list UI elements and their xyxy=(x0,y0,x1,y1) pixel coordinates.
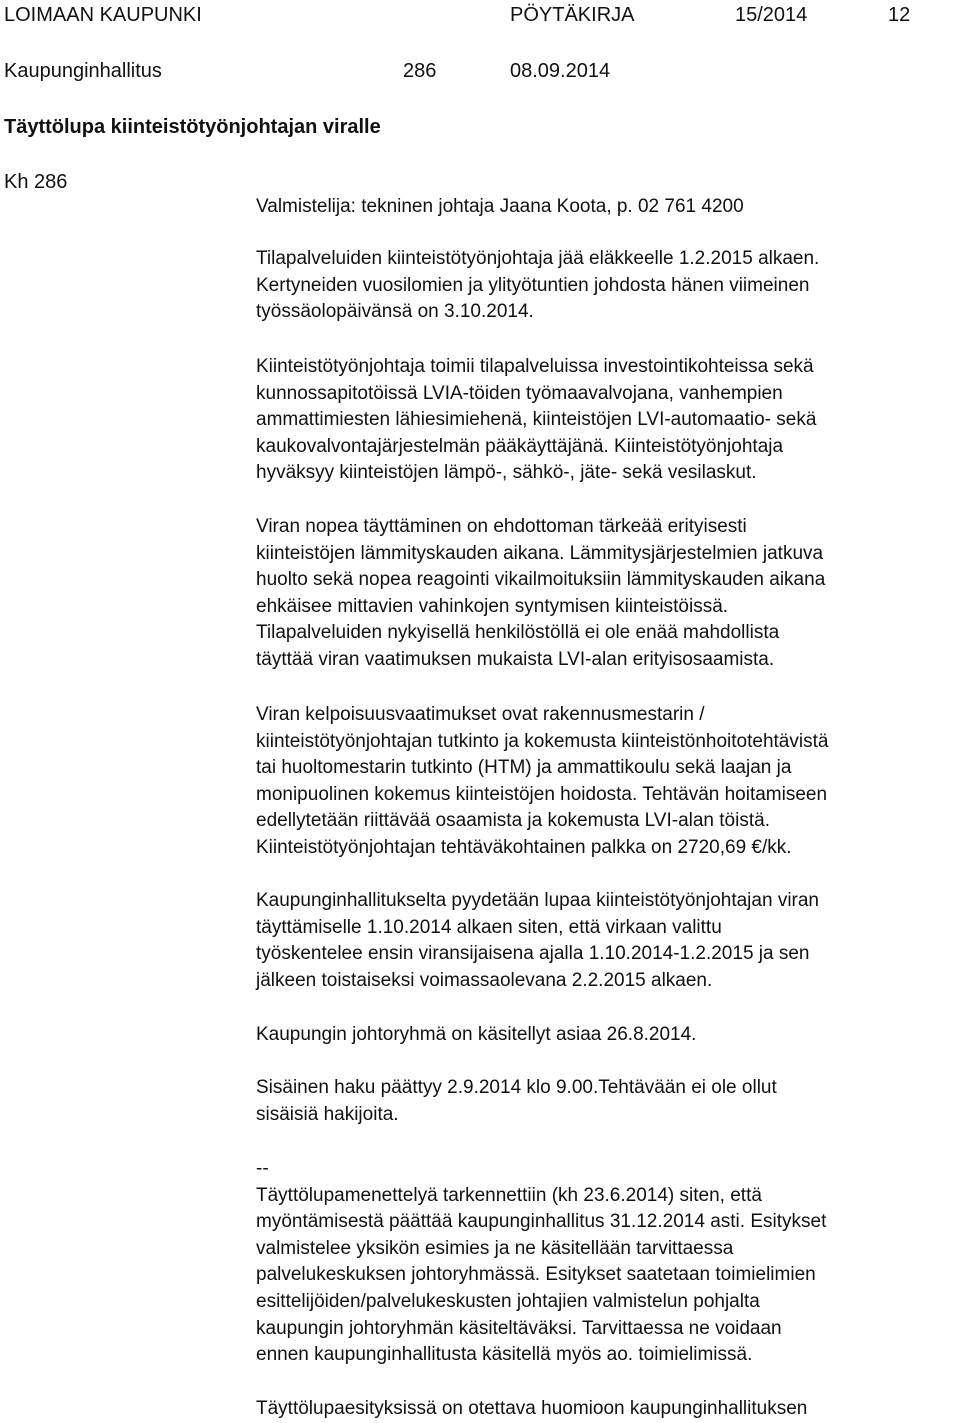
text-line: ammattimiesten lähiesimiehenä, kiinteistöjen LVI-automaatio- sekä xyxy=(256,409,817,431)
paragraph-consideration xyxy=(256,1396,956,1423)
text-line: Kiinteistötyönjohtaja toimii tilapalveluissa investointikohteissa sekä xyxy=(256,356,814,377)
paragraph-duties xyxy=(256,354,956,487)
paragraph-internal-search xyxy=(256,1075,956,1128)
text-line: -- xyxy=(256,1158,269,1179)
text-line: Viran kelpoisuusvaatimukset ovat rakennusmestarin / xyxy=(256,704,705,725)
section-number: 286 xyxy=(403,60,437,82)
text-line: edellytetään riittävää osaamista ja kokemusta LVI-alan töistä. xyxy=(256,810,770,832)
text-line: huolto sekä nopea reagointi vikailmoituksiin lämmityskauden aikana xyxy=(256,569,826,591)
paragraph-qualifications xyxy=(256,702,956,862)
text-line: Kaupunginhallitukselta pyydetään lupaa kiinteistötyönjohtajan viran xyxy=(256,890,819,911)
org-name: LOIMAAN KAUPUNKI xyxy=(4,4,202,26)
text-line: työssäolopäivänsä on 3.10.2014. xyxy=(256,301,534,323)
text-line: kunnossapitotöissä LVIA-töiden työmaavalvojana, vanhempien xyxy=(256,382,783,404)
text-line: Tilapalveluiden kiinteistötyönjohtaja jää eläkkeelle 1.2.2015 alkaen. xyxy=(256,248,820,269)
document-number: 15/2014 xyxy=(735,4,808,26)
text-line: Kiinteistötyönjohtajan tehtäväkohtainen palkka on 2720,69 €/kk. xyxy=(256,836,792,858)
preparer-line xyxy=(256,194,956,221)
document-title: Täyttölupa kiinteistötyönjohtajan viralle xyxy=(4,116,381,138)
paragraph-procedure xyxy=(256,1156,956,1369)
section-label: Kh 286 xyxy=(4,171,68,193)
text-line: ennen kaupunginhallitusta käsitellä myös ao. toimielimissä. xyxy=(256,1344,753,1366)
text-line: valmistelee yksikön esimies ja ne käsitellään tarvittaessa xyxy=(256,1237,734,1259)
text-line: Viran nopea täyttäminen on ehdottoman tärkeää erityisesti xyxy=(256,516,747,537)
text-line: Kertyneiden vuosilomien ja ylityötuntien johdosta hänen viimeinen xyxy=(256,274,810,296)
text-line: myöntämisestä päättää kaupunginhallitus 31.12.2014 asti. Esitykset xyxy=(256,1211,827,1233)
text-line: kaukovalvontajärjestelmän pääkäyttäjänä. Kiinteistötyönjohtaja xyxy=(256,435,784,457)
text-line: Täyttölupaesityksissä on otettava huomioon kaupunginhallituksen xyxy=(256,1398,808,1419)
paragraph-management xyxy=(256,1022,956,1049)
paragraph-retirement xyxy=(256,246,956,326)
page-number: 12 xyxy=(888,4,911,26)
text-line: Sisäinen haku päättyy 2.9.2014 klo 9.00.Tehtävään ei ole ollut xyxy=(256,1077,777,1098)
text-line: Valmistelija: tekninen johtaja Jaana Koota, p. 02 761 4200 xyxy=(256,196,744,217)
text-line: jälkeen toistaiseksi voimassaolevana 2.2.2015 alkaen. xyxy=(256,969,713,991)
text-line: täyttää viran vaatimuksen mukaista LVI-alan erityisosaamista. xyxy=(256,648,775,670)
text-line: hyväksyy kiinteistöjen lämpö-, sähkö-, jäte- sekä vesilaskut. xyxy=(256,462,757,484)
text-line: Tilapalveluiden nykyisellä henkilöstöllä ei ole enää mahdollista xyxy=(256,622,780,644)
text-line: kaupungin johtoryhmän käsiteltäväksi. Tarvittaessa ne voidaan xyxy=(256,1317,782,1339)
text-line: työskentelee ensin viransijaisena ajalla 1.10.2014-1.2.2015 ja sen xyxy=(256,943,810,965)
text-line: palvelukeskuksen johtoryhmässä. Esitykset saatetaan toimielimien xyxy=(256,1264,816,1286)
text-line: tai huoltomestarin tutkinto (HTM) ja ammattikoulu sekä laajan ja xyxy=(256,757,792,779)
text-line: esittelijöiden/palvelukeskusten johtajien valmistelun pohjalta xyxy=(256,1290,760,1312)
text-line: täyttämiselle 1.10.2014 alkaen siten, että virkaan valittu xyxy=(256,916,722,938)
text-line: ehkäisee mittavien vahinkojen syntymisen kiinteistöissä. xyxy=(256,595,729,617)
document-type: PÖYTÄKIRJA xyxy=(510,4,635,26)
meeting-date: 08.09.2014 xyxy=(510,60,611,82)
text-line: sisäisiä hakijoita. xyxy=(256,1103,399,1125)
paragraph-urgency xyxy=(256,514,956,674)
text-line: Kaupungin johtoryhmä on käsitellyt asiaa 26.8.2014. xyxy=(256,1024,697,1045)
text-line: kiinteistötyönjohtajan tutkinto ja kokemusta kiinteistönhoitotehtävistä xyxy=(256,730,829,752)
text-line: kiinteistöjen lämmityskauden aikana. Lämmitysjärjestelmien jatkuva xyxy=(256,542,824,564)
meeting-body: Kaupunginhallitus xyxy=(4,60,162,82)
text-line: Täyttölupamenettelyä tarkennettiin (kh 23.6.2014) siten, että xyxy=(256,1184,762,1206)
text-line: monipuolinen kokemus kiinteistöjen hoidosta. Tehtävän hoitamiseen xyxy=(256,783,828,805)
paragraph-request xyxy=(256,888,956,994)
